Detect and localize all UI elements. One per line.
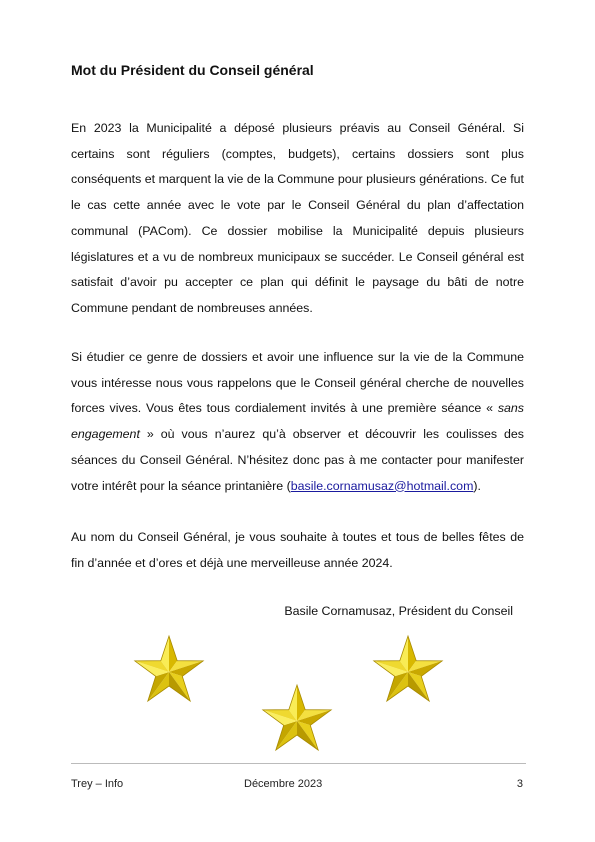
footer-page-number: 3	[516, 778, 523, 790]
star-right-icon	[374, 636, 442, 701]
emphasis-sans-engagement: sans engagement	[71, 401, 524, 442]
email-link[interactable]: basile.cornamusaz@hotmail.com	[290, 478, 474, 493]
page-title: Mot du Président du Conseil général	[71, 62, 314, 78]
footer-divider	[71, 763, 526, 764]
star-left-icon	[135, 636, 203, 701]
paragraph-intro: En 2023 la Municipalité a déposé plusieurs préavis au Conseil Général. Si certains sont réguliers (comptes, budgets), certains dossiers sont plus conséquents et marquent la vie de la Commune pour plusieurs générations. Ce fut le cas cette année avec le vote par le Conseil Général du plan d’affectation communal (PACom). Ce dossier mobilise la Municipalité depuis plusieurs législatures et a vu de nombreux municipaux se succéder. Le Conseil général est satisfait d’avoir pu accepter ce plan qui définit le paysage du bâti de notre Commune pendant de nombreuses années.	[71, 121, 524, 315]
paragraph-wishes: Au nom du Conseil Général, je vous souhaite à toutes et tous de belles fêtes de fin d’année et d’ores et déjà une merveilleuse année 2024.	[71, 530, 524, 570]
footer-date: Décembre 2023	[244, 778, 323, 790]
paragraph-invitation-text-2: » où vous n’aurez qu’à observer et découvrir les coulisses des séances du Conseil Général. N’hésitez donc pas à me contacter pour manifester votre intérêt pour la séance printanière (	[71, 427, 524, 493]
paragraph-invitation-text-3: ).	[473, 478, 481, 493]
paragraph-invitation-text-1: Si étudier ce genre de dossiers et avoir une influence sur la vie de la Commune vous intéresse nous vous rappelons que le Conseil général cherche de nouvelles forces vives. Vous êtes tous cordialement invités à une première séance «	[71, 350, 524, 416]
star-middle-icon	[263, 685, 331, 750]
paragraph-invitation	[71, 345, 524, 499]
footer-publication: Trey – Info	[71, 778, 124, 790]
signature: Basile Cornamusaz, Président du Conseil	[284, 604, 513, 618]
